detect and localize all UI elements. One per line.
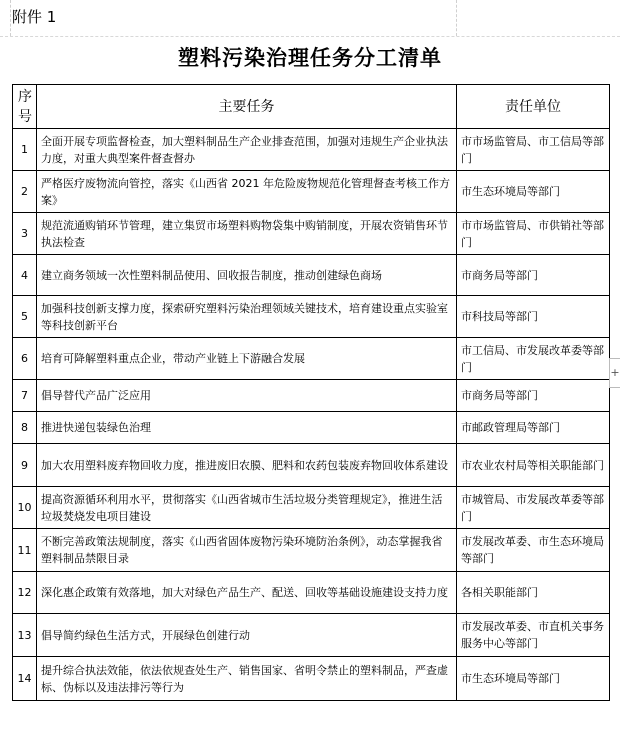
row-unit: 市生态环境局等部门	[457, 657, 610, 701]
row-task: 倡导替代产品广泛应用	[37, 380, 457, 412]
header-unit: 责任单位	[457, 85, 610, 129]
row-num: 14	[13, 657, 37, 701]
row-unit: 市商务局等部门	[457, 255, 610, 296]
table-row	[13, 296, 610, 338]
table-row	[13, 614, 610, 657]
table-row	[13, 213, 610, 255]
row-unit: 市邮政管理局等部门	[457, 412, 610, 444]
row-num: 11	[13, 529, 37, 572]
row-unit: 市生态环境局等部门	[457, 171, 610, 213]
row-task: 不断完善政策法规制度，落实《山西省固体废物污染环境防治条例》，动态掌握我省塑料制品禁限目录	[37, 529, 457, 572]
row-num: 2	[13, 171, 37, 213]
row-unit: 市发展改革委、市直机关事务服务中心等部门	[457, 614, 610, 657]
attachment-label: 附件 1	[12, 8, 57, 26]
table-row	[13, 171, 610, 213]
table-row	[13, 338, 610, 380]
table-row	[13, 657, 610, 701]
row-task: 提高资源循环利用水平，贯彻落实《山西省城市生活垃圾分类管理规定》，推进生活垃圾焚烧发电项目建设	[37, 487, 457, 529]
row-num: 9	[13, 444, 37, 487]
table-row	[13, 412, 610, 444]
document-title: 塑料污染治理任务分工清单	[178, 45, 442, 70]
row-num: 3	[13, 213, 37, 255]
row-num: 4	[13, 255, 37, 296]
row-num: 8	[13, 412, 37, 444]
table-row	[13, 529, 610, 572]
row-task: 推进快递包装绿色治理	[37, 412, 457, 444]
row-unit: 市商务局等部门	[457, 380, 610, 412]
sheet-gridline	[456, 0, 457, 36]
row-task: 加大农用塑料废弃物回收力度，推进废旧农膜、肥料和农药包装废弃物回收体系建设	[37, 444, 457, 487]
table-row	[13, 129, 610, 171]
row-task: 深化惠企政策有效落地，加大对绿色产品生产、配送、回收等基础设施建设支持力度	[37, 572, 457, 614]
row-num: 10	[13, 487, 37, 529]
row-task: 提升综合执法效能，依法依规查处生产、销售国家、省明令禁止的塑料制品，严查虚标、伪标以及违法排污等行为	[37, 657, 457, 701]
row-unit: 市农业农村局等相关职能部门	[457, 444, 610, 487]
row-unit: 市市场监管局、市工信局等部门	[457, 129, 610, 171]
table-row	[13, 572, 610, 614]
row-task: 建立商务领域一次性塑料制品使用、回收报告制度，推动创建绿色商场	[37, 255, 457, 296]
row-unit: 市科技局等部门	[457, 296, 610, 338]
row-num: 13	[13, 614, 37, 657]
row-num: 7	[13, 380, 37, 412]
expand-handle[interactable]: +	[609, 358, 620, 388]
header-task: 主要任务	[37, 85, 457, 129]
row-task: 严格医疗废物流向管控，落实《山西省 2021 年危险废物规范化管理督查考核工作方案》	[37, 171, 457, 213]
row-num: 6	[13, 338, 37, 380]
row-unit: 市工信局、市发展改革委等部门	[457, 338, 610, 380]
row-num: 12	[13, 572, 37, 614]
table-row	[13, 255, 610, 296]
header-num: 序号	[13, 85, 37, 129]
task-table	[12, 84, 610, 701]
row-task: 加强科技创新支撑力度，探索研究塑料污染治理领域关键技术，培育建设重点实验室等科技创新平台	[37, 296, 457, 338]
table-row	[13, 444, 610, 487]
table-row	[13, 380, 610, 412]
row-num: 1	[13, 129, 37, 171]
row-unit: 市市场监管局、市供销社等部门	[457, 213, 610, 255]
table-header-row	[13, 85, 610, 129]
row-num: 5	[13, 296, 37, 338]
row-unit: 各相关职能部门	[457, 572, 610, 614]
row-unit: 市城管局、市发展改革委等部门	[457, 487, 610, 529]
row-task: 培育可降解塑料重点企业，带动产业链上下游融合发展	[37, 338, 457, 380]
row-task: 倡导简约绿色生活方式，开展绿色创建行动	[37, 614, 457, 657]
row-task: 规范流通购销环节管理，建立集贸市场塑料购物袋集中购销制度，开展农资销售环节执法检查	[37, 213, 457, 255]
sheet-gridline	[10, 0, 11, 36]
row-task: 全面开展专项监督检查，加大塑料制品生产企业排查范围，加强对违规生产企业执法力度，对重大典型案件督查督办	[37, 129, 457, 171]
table-row	[13, 487, 610, 529]
row-unit: 市发展改革委、市生态环境局等部门	[457, 529, 610, 572]
